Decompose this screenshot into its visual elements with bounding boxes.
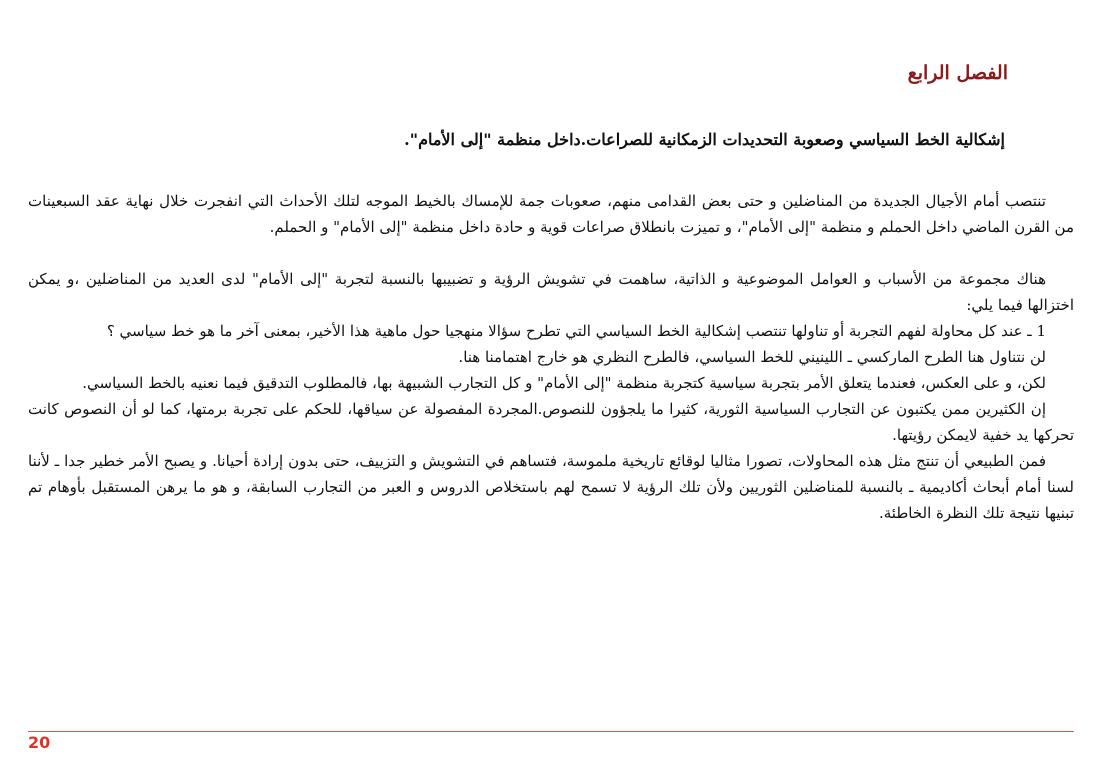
paragraph-point-1: 1 ـ عند كل محاولة لفهم التجربة أو تناولها تنتصب إشكالية الخط السياسي التي تطرح سؤالا منهجيا حول ماهية هذا الأخير، بمعنى آخر ما هو خط سياسي ؟ bbox=[106, 322, 1046, 340]
section-title: إشكالية الخط السياسي وصعوبة التحديدات الزمكانية للصراعات.داخل منظمة "إلى الأمام". bbox=[404, 130, 1005, 149]
paragraph-texts: إن الكثيرين ممن يكتبون عن التجارب السياسية الثورية، كثيرا ما يلجؤون للنصوص.المجردة المفصولة عن سياقها، للحكم على تجربة برمتها، كما لو أن النصوص كانت تحركها يد خفية لايمكن رؤيتها. bbox=[28, 400, 1074, 444]
chapter-title: الفصل الرابع bbox=[907, 62, 1008, 84]
footer-divider bbox=[28, 731, 1074, 732]
page-number: 20 bbox=[28, 733, 51, 752]
paragraph-consequences: فمن الطبيعي أن تنتج مثل هذه المحاولات، تصورا مثاليا لوقائع تاريخية ملموسة، فتساهم في التشويش و التزييف، حتى بدون إرادة أحيانا. و يصبح الأمر خطير جدا ـ لأننا لسنا أمام أبحاث أكاديمية ـ بالنسبة للمناضلين الثوريين ولأن تلك الرؤية لا تسمح لهم باستخلاص الدروس و العبر من التجارب السابقة، و هو ما يرهن المستقبل بأوهام تم تبنيها نتيجة تلك النظرة الخاطئة. bbox=[28, 452, 1074, 522]
paragraph-marxist: لن نتناول هنا الطرح الماركسي ـ اللينيني للخط السياسي، فالطرح النظري هو خارج اهتمامنا هنا. bbox=[458, 348, 1046, 366]
paragraph-intro: تنتصب أمام الأجيال الجديدة من المناضلين و حتى بعض القدامى منهم، صعوبات جمة للإمساك بالخيط الموجه لتلك الأحداث التي انفجرت خلال نهاية عقد السبعينات من القرن الماضي داخل الحملم و منظمة "إلى الأمام"، و تميزت بانطلاق صراعات قوية و حادة داخل منظمة "إلى الأمام" و الحملم. bbox=[28, 192, 1074, 236]
paragraph-causes: هناك مجموعة من الأسباب و العوامل الموضوعية و الذاتية، ساهمت في تشويش الرؤية و تضبيبها بالنسبة لتجربة "إلى الأمام" لدى العديد من المناضلين ،و يمكن اختزالها فيما يلي: bbox=[28, 270, 1074, 314]
body-text bbox=[28, 188, 1074, 526]
paragraph-political-line: لكن، و على العكس، فعندما يتعلق الأمر بتجربة سياسية كتجربة منظمة "إلى الأمام" و كل التجارب الشبيهة بها، فالمطلوب التدقيق فيما نعنيه بالخط السياسي. bbox=[82, 374, 1046, 392]
